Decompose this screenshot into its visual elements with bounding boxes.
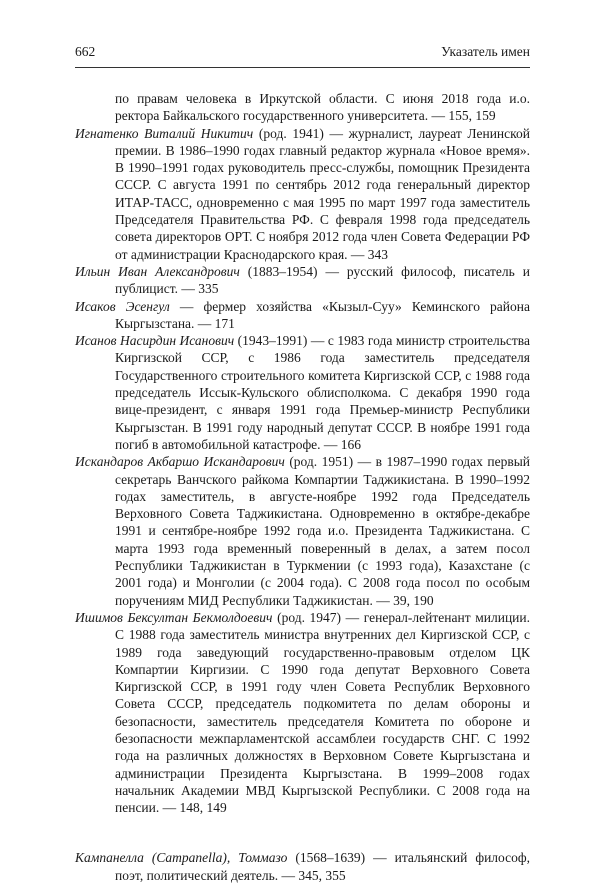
entry-text: (1943–1991) — с 1983 года министр строительства Киргизской ССР, с 1986 года заместитель председателя Государственного строительного комитета Киргизской ССР, с 1988 года председатель Иссык-Кульского облисполкома. С декабря 1990 года вице-президент, с января 1991 года Премьер-министр Республики Кыргызстан. В 1991 году народный депутат СССР. В ноябре 1991 года погиб в автомобильной катастрофе. — 166 <box>115 333 531 452</box>
entry-name: Ишимов Бексултан Бекмолдоевич <box>75 609 273 625</box>
entry-name: Искандаров Акбаршо Искандарович <box>75 454 285 470</box>
entry-text: — фермер хозяйства «Кызыл-Суу» Кеминского района Кыргызстана. — 171 <box>115 298 530 331</box>
index-entry-ignatenko <box>75 125 530 263</box>
entry-text: (1568–1639) — итальянский философ, поэт, политический деятель. — 345, 355 <box>115 850 530 883</box>
entry-text: (род. 1941) — журналист, лауреат Ленинской премии. В 1986–1990 годах главный редактор журнала «Новое время». В 1990–1991 годах руководитель пресс-службы, помощник Президента СССР. С августа 1991 по сентябрь 2012 года генеральный директор ИТАР-ТАСС, одновременно с мая 1995 по март 1997 года заместитель Председателя Правительства РФ. С февраля 1998 года председатель совета директоров ОРТ. С ноября 2012 года член Совета Федерации РФ от администрации Краснодарского края. — 343 <box>115 125 530 262</box>
entry-name: Исаков Эсенгул <box>75 298 170 314</box>
index-entry-campanella <box>75 849 530 884</box>
header-rule <box>75 67 530 68</box>
continued-entry-text: по правам человека в Иркутской области. С июня 2018 года и.о. ректора Байкальского государственного университета. — 155, 159 <box>115 91 530 124</box>
entry-name: Игнатенко Виталий Никитич <box>75 125 254 141</box>
index-entry-isakov <box>75 298 530 333</box>
name-index <box>75 90 530 884</box>
page-number: 662 <box>75 44 96 59</box>
entry-text: (род. 1951) — в 1987–1990 годах первый секретарь Ванчского райкома Компартии Таджикистана. В 1990–1992 годах заместитель, в августе-ноябре 1992 года Председатель Верховного Совета Таджикистана. Одновременно в октябре-декабре 1991 и сентябре-ноябре 1992 года и.о. Президента Таджикистана. С марта 1993 года временный поверенный в делах, а затем посол Республики Таджикистан в Туркмении (с 1993 года), Казахстане (с 2001 года) и Монголии (с 2004 года). С 2008 года посол по особым поручениям МИД Республики Таджикистан. — 39, 190 <box>115 454 530 608</box>
entry-name: Кампанелла (Campanella), Томмазо <box>75 850 288 866</box>
entry-text: (род. 1947) — генерал-лейтенант милиции. С 1988 года заместитель министра внутренних дел Киргизской ССР, с 1989 года заведующий государственно-правовым отделом ЦК Компартии Киргизии. С 1990 года депутат Верховного Совета Киргизской ССР, в 1991 году член Совета Республик Верховного Совета СССР, председатель подкомитета по делам обороны и безопасности, заместитель председателя Комитета по обороне и безопасности межпарламентской ассамблеи государств СНГ. С 1992 года на различных должностях в Верховном Совете Кыргызстана и администрации Президента Кыргызстана. В 1999–2008 годах начальник Академии МВД Кыргызской Республики. С 2008 года на пенсии. — 148, 149 <box>115 609 530 816</box>
running-head: Указатель имен <box>441 44 530 59</box>
entry-name: Ильин Иван Александрович <box>75 263 240 279</box>
index-entry-ilyin <box>75 263 530 298</box>
entry-text: (1883–1954) — русский философ, писатель и публицист. — 335 <box>115 263 530 297</box>
index-entry-isanov <box>75 332 530 453</box>
letter-section-gap <box>75 816 530 849</box>
index-entry-ishimov <box>75 609 530 817</box>
index-entry-iskandarov <box>75 453 530 609</box>
entry-name: Исанов Насирдин Исанович <box>75 333 235 349</box>
